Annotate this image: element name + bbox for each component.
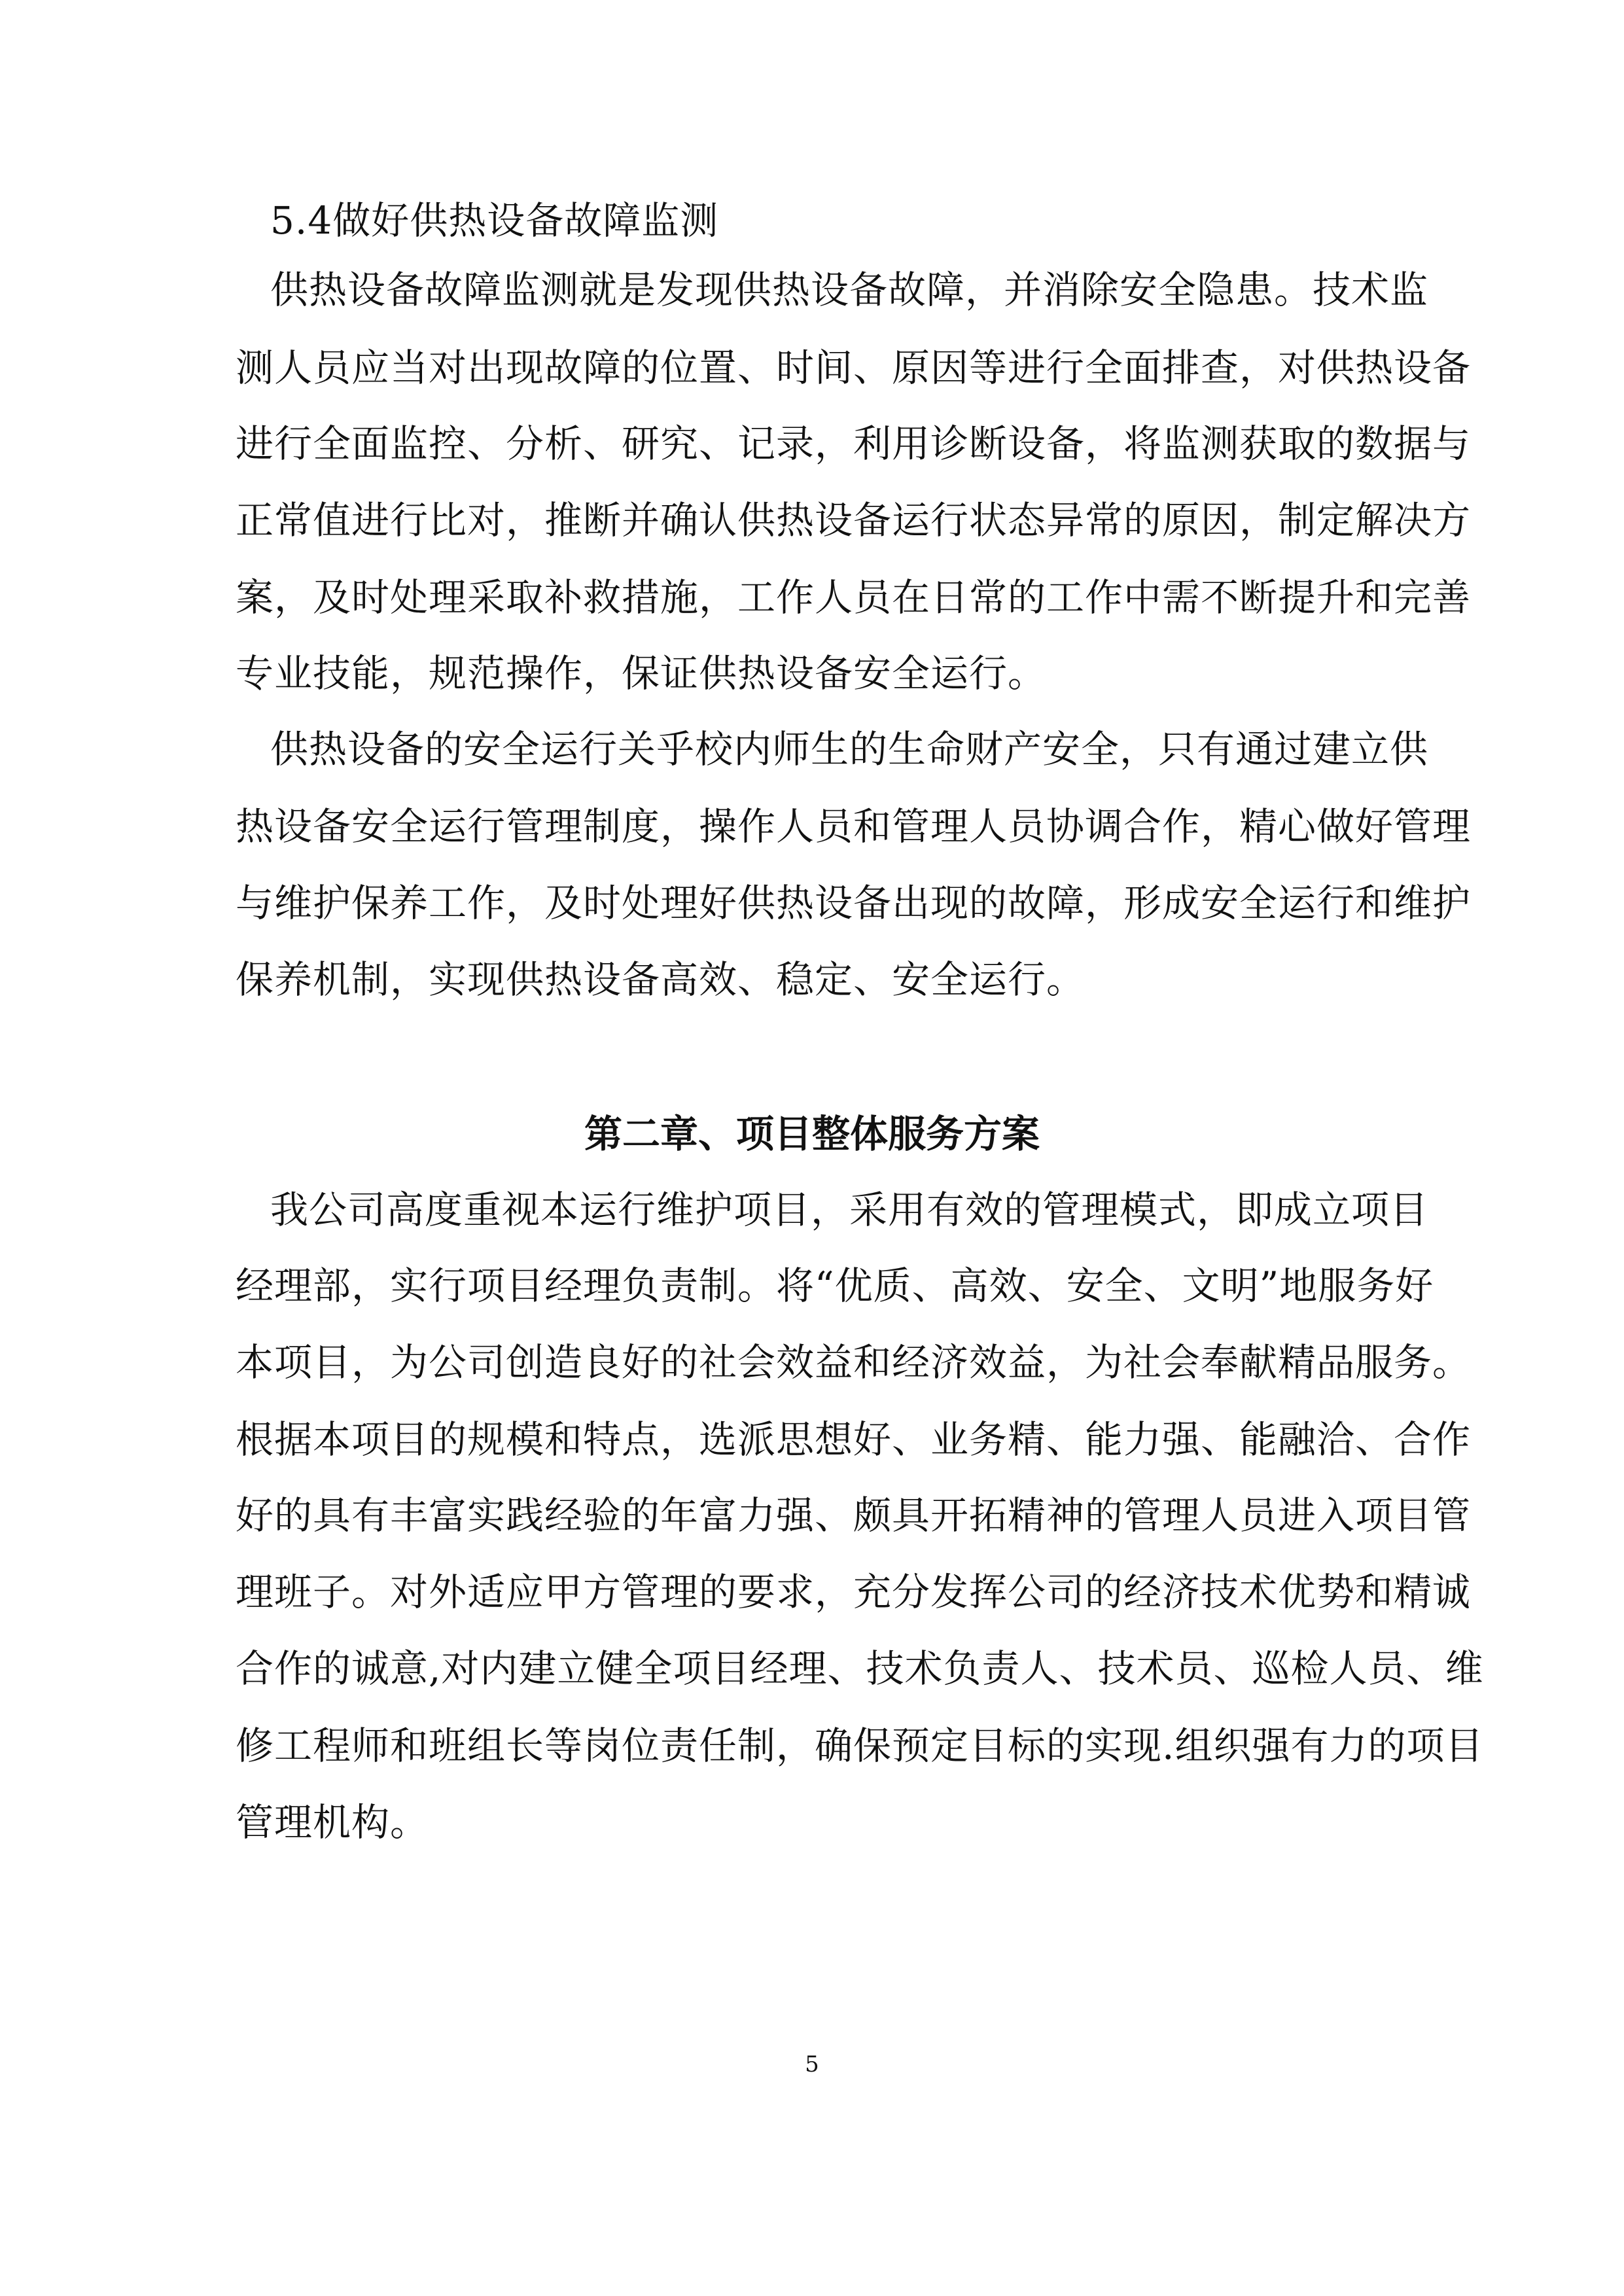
page-number: 5 [805,2051,819,2077]
paragraph-line: 进行全面监控、分析、研究、记录，利用诊断设备，将监测获取的数据与 [236,421,1472,466]
section-title: 5.4做好供热设备故障监测 [270,198,719,243]
chapter-heading: 第二章、项目整体服务方案 [584,1112,1040,1156]
paragraph-line: 保养机制，实现供热设备高效、稳定、安全运行。 [236,957,1086,1002]
paragraph-line: 经理部，实行项目经理负责制。将“优质、高效、安全、文明”地服务好 [236,1263,1434,1308]
paragraph-line: 修工程师和班组长等岗位责任制，确保预定目标的实现.组织强有力的项目 [236,1723,1484,1768]
paragraph-line: 理班子。对外适应甲方管理的要求，充分发挥公司的经济技术优势和精诚 [236,1570,1472,1614]
paragraph-line: 根据本项目的规模和特点，选派思想好、业务精、能力强、能融洽、合作 [236,1417,1472,1462]
paragraph-line: 合作的诚意,对内建立健全项目经理、技术负责人、技术员、巡检人员、维 [236,1646,1484,1691]
paragraph-line: 我公司高度重视本运行维护项目，采用有效的管理模式，即成立项目 [270,1188,1429,1232]
paragraph-line: 正常值进行比对，推断并确认供热设备运行状态异常的原因，制定解决方 [236,498,1472,542]
paragraph-line: 本项目，为公司创造良好的社会效益和经济效益，为社会奉献精品服务。 [236,1340,1472,1385]
paragraph-line: 管理机构。 [236,1800,429,1845]
paragraph-line: 热设备安全运行管理制度，操作人员和管理人员协调合作，精心做好管理 [236,804,1472,849]
paragraph-line: 供热设备的安全运行关乎校内师生的生命财产安全，只有通过建立供 [270,727,1429,771]
paragraph-line: 案，及时处理采取补救措施，工作人员在日常的工作中需不断提升和完善 [236,575,1472,620]
paragraph-line: 专业技能，规范操作，保证供热设备安全运行。 [236,651,1047,696]
paragraph-line: 供热设备故障监测就是发现供热设备故障，并消除安全隐患。技术监 [270,268,1429,312]
paragraph-line: 测人员应当对出现故障的位置、时间、原因等进行全面排查，对供热设备 [236,345,1472,390]
paragraph-line: 与维护保养工作，及时处理好供热设备出现的故障，形成安全运行和维护 [236,881,1472,925]
paragraph-line: 好的具有丰富实践经验的年富力强、颇具开拓精神的管理人员进入项目管 [236,1493,1472,1538]
